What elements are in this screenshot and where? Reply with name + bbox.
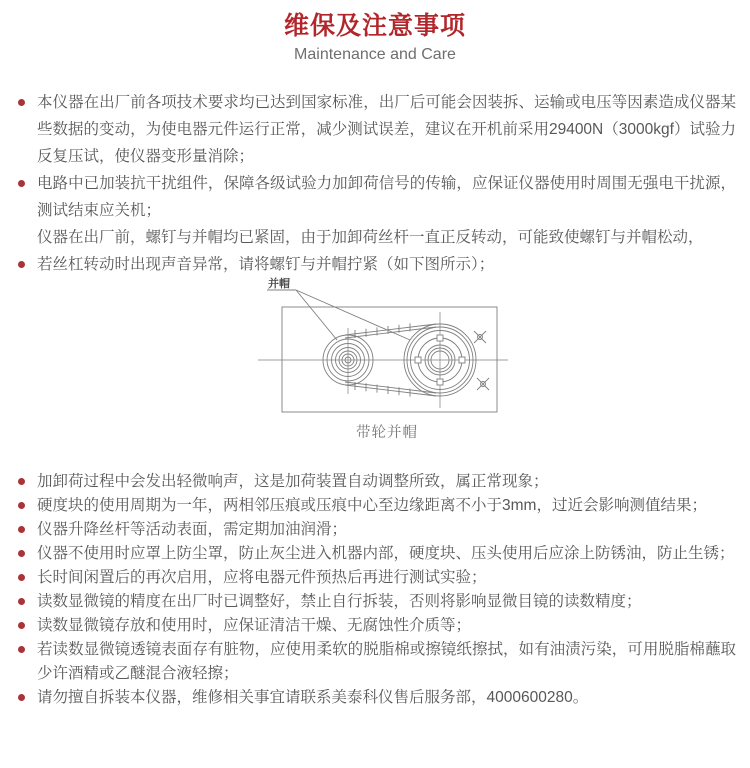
pulley-diagram-figure [0, 272, 750, 444]
note-item [16, 494, 736, 518]
note-item [16, 542, 736, 566]
bullet-dot [18, 694, 25, 701]
pulley-diagram [250, 272, 520, 444]
bullet-dot [18, 598, 25, 605]
note-text: 请勿擅自拆装本仪器，维修相关事宜请联系美泰科仪售后服务部，4000600280。 [37, 689, 589, 706]
bullet-dot [18, 574, 25, 581]
note-text: 硬度块的使用周期为一年，两相邻压痕或压痕中心至边缘距离不小于3mm，过近会影响测值结果； [37, 497, 707, 514]
page-title: 维保及注意事项 [283, 12, 466, 40]
note-text: 若丝杠转动时出现声音异常，请将螺钉与并帽拧紧（如下图所示）； [37, 256, 495, 273]
bullet-dot [18, 622, 25, 629]
note-text: 仪器升降丝杆等活动表面，需定期加油润滑； [37, 521, 348, 538]
bullet-dot [18, 502, 25, 509]
note-item [16, 566, 736, 590]
bullet-dot [18, 478, 25, 485]
screw-mark [477, 378, 489, 390]
note-text: 若读数显微镜透镜表面存有脏物，应使用柔软的脱脂棉或擦镜纸擦拭，如有油渍污染，可用脱脂棉蘸取少许酒精或乙醚混合液轻擦； [37, 641, 736, 682]
note-item [16, 614, 736, 638]
note-item [16, 686, 736, 710]
bullet-dot [18, 526, 25, 533]
note-text: 长时间闲置后的再次启用，应将电器元件预热后再进行测试实验； [37, 569, 487, 586]
page-subtitle: Maintenance and Care [294, 46, 456, 63]
bullet-dot [18, 99, 25, 106]
bullet-dot [18, 180, 25, 187]
note-item [16, 638, 736, 686]
bullet-dot [18, 550, 25, 557]
note-text: 电路中已加装抗干扰组件，保障各级试验力加卸荷信号的传输，应保证仪器使用时周围无强电干扰源，测试结束应关机； [37, 175, 736, 219]
note-item [16, 470, 736, 494]
screw-mark [474, 331, 486, 343]
bottom-notes-list [0, 470, 750, 710]
bullet-dot [18, 261, 25, 268]
note-item [16, 170, 736, 224]
note-item [16, 590, 736, 614]
note-text: 本仪器在出厂前各项技术要求均已达到国家标准，出厂后可能会因装拆、运输或电压等因素造成仪器某些数据的变动，为使电器元件运行正常，减少测试误差，建议在开机前采用29400N（3000kgf）试验力反复压试，使仪器变形量消除； [37, 94, 736, 165]
note-text: 读数显微镜的精度在出厂时已调整好，禁止自行拆装，否则将影响显微目镜的读数精度； [37, 593, 642, 610]
bullet-dot [18, 646, 25, 653]
note-item [16, 89, 736, 170]
top-notes-list [0, 89, 750, 278]
note-text: 读数显微镜存放和使用时，应保证清洁干燥、无腐蚀性介质等； [37, 617, 472, 634]
diagram-caption: 带轮并帽 [356, 425, 418, 441]
note-text: 仪器不使用时应罩上防尘罩，防止灰尘进入机器内部，硬度块、压头使用后应涂上防锈油，防止生锈； [37, 545, 735, 562]
note-item [16, 518, 736, 542]
note-text: 加卸荷过程中会发出轻微响声，这是加荷装置自动调整所致，属正常现象； [37, 473, 549, 490]
diagram-label: 并帽 [268, 278, 290, 290]
note-item [16, 224, 736, 251]
note-text: 仪器在出厂前，螺钉与并帽均已紧固，由于加卸荷丝杆一直正反转动，可能致使螺钉与并帽松动， [37, 229, 704, 246]
